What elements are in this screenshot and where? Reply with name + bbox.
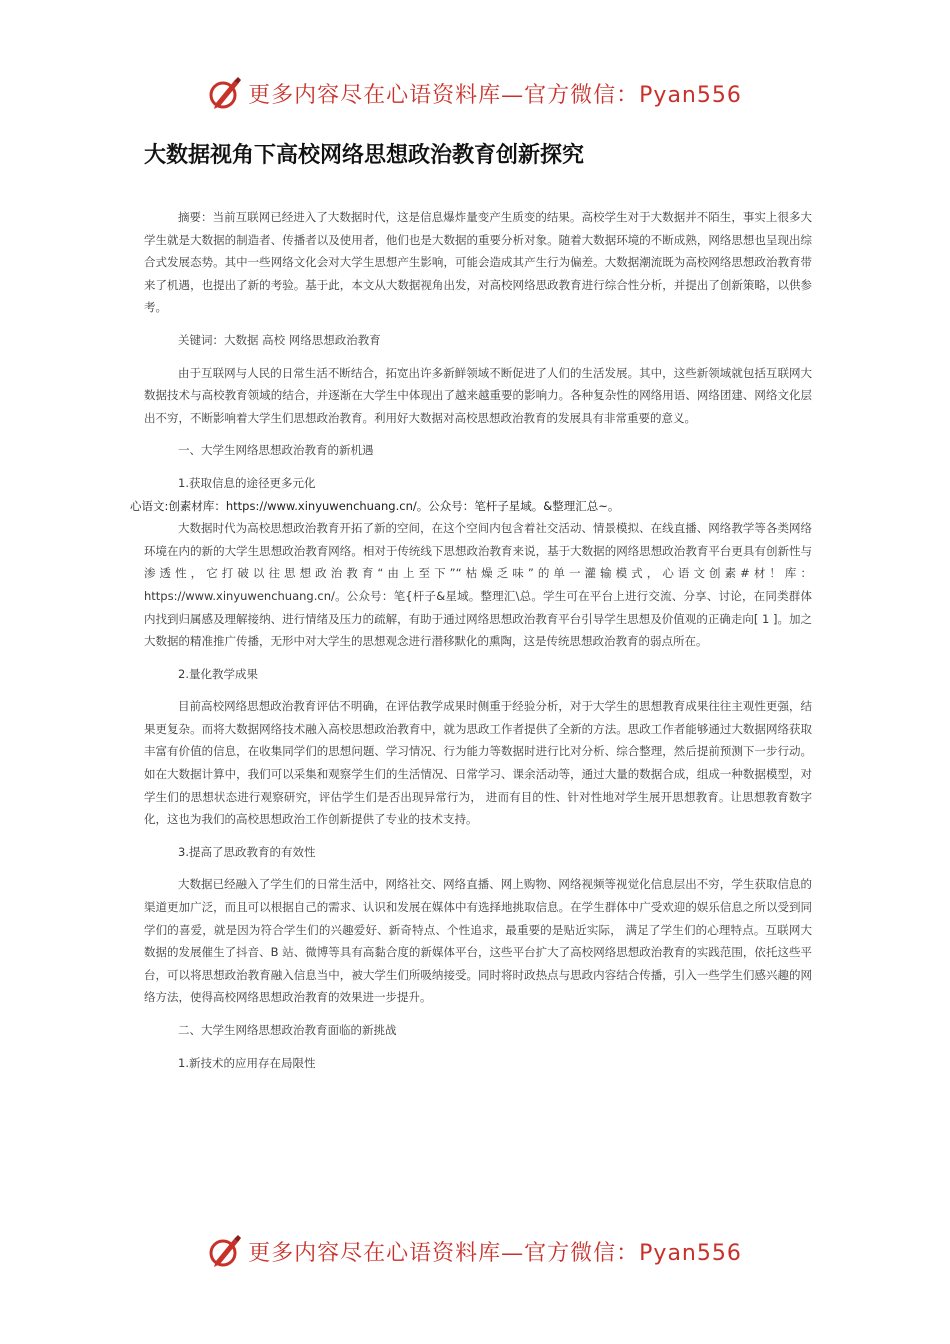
subheading-1-1: 1.获取信息的途径更多元化 bbox=[178, 475, 316, 490]
abstract-paragraph: 摘要：当前互联网已经进入了大数据时代，这是信息爆炸量变产生质变的结果。高校学生对于大数据并不陌生，事实上很多大学生就是大数据的制造者、传播者以及使用者，他们也是大数据的重要分析对象。随着大数据环境的不断成熟，网络思想也呈现出综合式发展态势。其中一些网络文化会对大学生思想产生影响，可能会造成其产生行为偏差。大数据潮流既为高校网络思想政治教育带来了机遇，也提出了新的考验。基于此，本文从大数据视角出发，对高校网络思政教育进行综合性分析，并提出了创新策略，以供参考。 bbox=[144, 210, 812, 315]
subheading-1-3: 3.提高了思政教育的有效性 bbox=[178, 844, 316, 859]
subheading-1-2: 2.量化教学成果 bbox=[178, 666, 258, 681]
watermark-note: 心语文:创素材库：https://www.xinyuwenchuang.cn/。公众号：笔杆子星域。&整理汇总~。 bbox=[130, 498, 620, 513]
section-heading-2: 二、大学生网络思想政治教育面临的新挑战 bbox=[178, 1023, 397, 1037]
intro-paragraph: 由于互联网与人民的日常生活不断结合，拓宽出许多新鲜领域不断促进了人们的生活发展。其中，这些新领域就包括互联网大数据技术与高校教育领域的结合，并逐渐在大学生中体现出了越来越重要的影响力。各种复杂性的网络用语、网络团建、网络文化层出不穷，不断影响着大学生们思想政治教育。利用好大数据对高校思想政治教育的发展具有非常重要的意义。 bbox=[144, 365, 812, 425]
banner-text: 更多内容尽在心语资料库—官方微信：Pyan556 bbox=[248, 1240, 742, 1266]
page-title: 大数据视角下高校网络思想政治教育创新探究 bbox=[144, 143, 585, 168]
header-banner bbox=[0, 68, 950, 118]
keywords-line: 关键词：大数据 高校 网络思想政治教育 bbox=[178, 332, 381, 347]
article-body bbox=[130, 206, 812, 1074]
logo-pen-icon bbox=[208, 73, 242, 113]
logo-pen-icon bbox=[208, 1231, 242, 1271]
paragraph-1-3: 大数据已经融入了学生们的日常生活中，网络社交、网络直播、网上购物、网络视频等视觉化信息层出不穷，学生获取信息的渠道更加广泛，而且可以根据自己的需求、认识和发展在媒体中有选择地挑取信息。在学生群体中广受欢迎的娱乐信息之所以受到同学们的喜爱，就是因为符合学生们的兴趣爱好、新奇特点、个性追求，最重要的是贴近实际， 满足了学生们的心理特点。互联网大数据的发展催生了抖音、B 站、微博等具有高黏合度的新媒体平台，这些平台扩大了高校网络思想政治教育的实践范围，依托这些平台，可以将思想政治教育融入信息当中，被大学生们所吸纳接受。同时将时政热点与思政内容结合传播，引入一些学生们感兴趣的网络方法，使得高校网络思想政治教育的效果进一步提升。 bbox=[144, 877, 812, 1005]
section-heading-1: 一、大学生网络思想政治教育的新机遇 bbox=[178, 443, 374, 458]
footer-banner bbox=[0, 1226, 950, 1276]
subheading-2-1: 1.新技术的应用存在局限性 bbox=[178, 1055, 316, 1070]
banner-text: 更多内容尽在心语资料库—官方微信：Pyan556 bbox=[248, 82, 742, 108]
paragraph-1-2: 目前高校网络思想政治教育评估不明确，在评估教学成果时侧重于经验分析，对于大学生的思想教育成果往往主观性更强，结果更复杂。而将大数据网络技术融入高校思想政治教育中，就为思政工作者提供了全新的方法。思政工作者能够通过大数据网络获取丰富有价值的信息，在收集同学们的思想问题、学习情况、行为能力等数据时进行比对分析、综合整理，然后提前预测下一步行动。如在大数据计算中，我们可以采集和观察学生们的生活情况、日常学习、课余活动等，通过大量的数据合成，组成一种数据模型，对学生们的思想状态进行观察研究，评估学生们是否出现异常行为， 进而有目的性、针对性地对学生展开思想教育。让思想教育数字化，这也为我们的高校思想政治工作创新提供了专业的技术支持。 bbox=[144, 699, 812, 827]
paragraph-1-1: 大数据时代为高校思想政治教育开拓了新的空间，在这个空间内包含着社交活动、情景模拟、在线直播、网络教学等各类网络环境在内的新的大学生思想政治教育网络。相对于传统线下思想政治教育来说，基于大数据的网络思想政治教育平台更具有创新性与渗透性，它打破以往思想政治教育“由上至下”“枯燥乏味”的单一灌输模式，心语文创素#材！库：https://www.xinyuwenchuang.cn/。公众号：笔{杆子&星域。整理汇\总。学生可在平台上进行交流、分享、讨论，在同类群体内找到归属感及理解接纳、进行情绪及压力的疏解，有助于通过网络思想政治教育平台引导学生思想及价值观的正确走向[ 1 ]。加之大数据的精准推广传播，无形中对大学生的思想观念进行潜移默化的熏陶，这是传统思想政治教育的弱点所在。 bbox=[144, 521, 812, 649]
